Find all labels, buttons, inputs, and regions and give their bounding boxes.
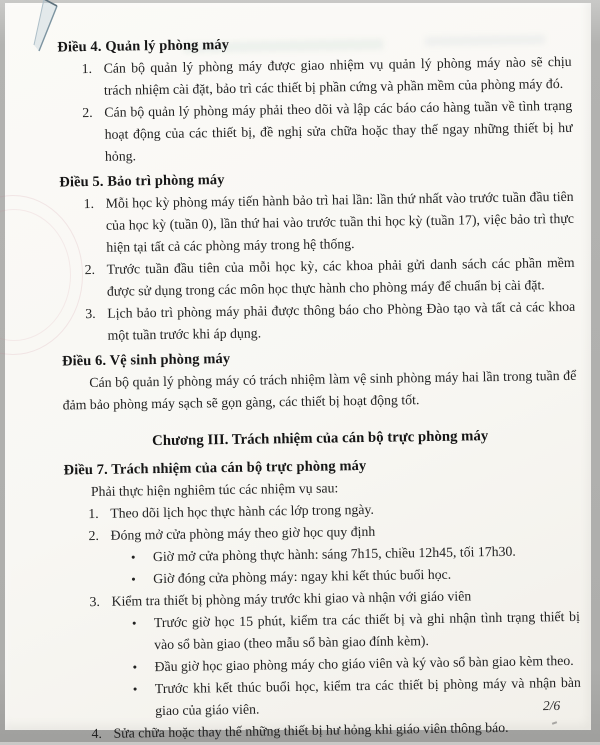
item-text: Sửa chữa hoặc thay thế những thiết bị hư hỏng khi giáo viên thông báo. [113, 719, 509, 741]
bullet-text: Giờ đóng cửa phòng máy: ngay khi kết thúc buổi học. [153, 566, 452, 587]
item-text: Cán bộ quản lý phòng máy phải theo dõi và lập các báo cáo hàng tuần về tình trạng hoạt động của các thiết bị, đề nghị sửa chữa hoặc thay thế ngay những thiết bị hư hỏng. [104, 97, 573, 164]
bullet-icon: • [131, 615, 137, 631]
article-7-item-3-bullet-3 [67, 672, 582, 724]
article-6-heading: Điều 6. Vệ sinh phòng máy [61, 350, 231, 370]
bullet-icon: • [131, 571, 136, 587]
item-number: 1. [83, 195, 95, 212]
item-text: Đóng mở cửa phòng máy theo giờ học quy định [110, 523, 376, 543]
bullet-icon: • [132, 681, 138, 697]
item-number: 2. [88, 527, 100, 544]
item-text: Cán bộ quản lý phòng máy được giao nhiệm vụ quản lý phòng máy nào sẽ chịu trách nhiệm cài đặt, bảo trì các thiết bị phần cứng và phần mềm của phòng máy đó. [103, 53, 572, 98]
item-text: Lịch bảo trì phòng máy phải được thông báo cho Phòng Đào tạo và tất cả các khoa một tuần trước khi áp dụng. [107, 298, 576, 343]
page-number: 2/6 [542, 697, 561, 714]
article-7-heading: Điều 7. Trách nhiệm của cán bộ trực phòng máy [63, 457, 367, 479]
bullet-icon: • [130, 549, 136, 565]
item-number: 2. [84, 261, 96, 278]
item-number: 3. [89, 593, 101, 610]
article-4-heading: Điều 4. Quản lý phòng máy [57, 36, 230, 56]
item-number: 1. [88, 505, 99, 522]
chapter-3-heading: Chương III. Trách nhiệm của cán bộ trực phòng máy [151, 428, 489, 450]
article-5-item-2 [60, 252, 575, 304]
bullet-text: Trước giờ học 15 phút, kiểm tra các thiết bị và ghi nhận tình trạng thiết bị vào sổ bàn giao (theo mẫu sổ bàn giao đính kèm). [153, 608, 580, 653]
document-content [57, 26, 582, 745]
bullet-text: Giờ mở cửa phòng thực hành: sáng 7h15, chiều 12h45, tối 17h30. [152, 543, 516, 565]
item-text: Mỗi học kỳ phòng máy tiến hành bảo trì hai lần: lần thứ nhất vào trước tuần đầu tiên của học kỳ (tuần 0), lần thứ hai vào trước tuần thi học kỳ (tuần 17), việc bảo trì thực hiện tại tất cả các phòng máy trong hệ thống. [105, 188, 575, 255]
article-4-item-1 [58, 51, 573, 103]
item-number: 1. [81, 60, 93, 77]
item-number: 4. [91, 725, 102, 742]
article-5-item-1 [60, 186, 575, 260]
article-5-item-3 [61, 296, 576, 348]
item-number: 3. [85, 305, 96, 322]
bullet-icon: • [132, 659, 138, 675]
article-5-heading: Điều 5. Bảo trì phòng máy [59, 172, 225, 191]
article-4-item-2 [58, 95, 573, 169]
item-text: Theo dõi lịch học thực hành các lớp trong ngày. [110, 501, 375, 521]
scanned-page [5, 3, 591, 742]
bullet-text: Trước khi kết thúc buổi học, kiểm tra các thiết bị phòng máy và nhận bàn giao của giáo viên. [154, 674, 581, 719]
item-text: Trước tuần đầu tiên của mỗi học kỳ, các khoa phải gửi danh sách các phần mềm được sử dụng trong các môn học thực hành cho phòng máy để chuẩn bị cài đặt. [106, 254, 575, 299]
article-7-item-3-bullet-1 [66, 606, 581, 658]
item-number: 2. [82, 104, 93, 121]
article-7-intro: Phải thực hiện nghiêm túc các nhiệm vụ sau: [90, 480, 339, 500]
item-text: Kiểm tra thiết bị phòng máy trước khi giao và nhận với giáo viên [111, 588, 472, 609]
bullet-text: Đầu giờ học giao phòng máy cho giáo viên và ký vào sổ bàn giao kèm theo. [154, 652, 574, 675]
article-6-paragraph: Cán bộ quản lý phòng máy có trách nhiệm làm vệ sinh phòng máy hai lần trong tuần để đảm bảo phòng máy sạch sẽ gọn gàng, các thiết bị hoạt động tốt. [62, 367, 577, 413]
